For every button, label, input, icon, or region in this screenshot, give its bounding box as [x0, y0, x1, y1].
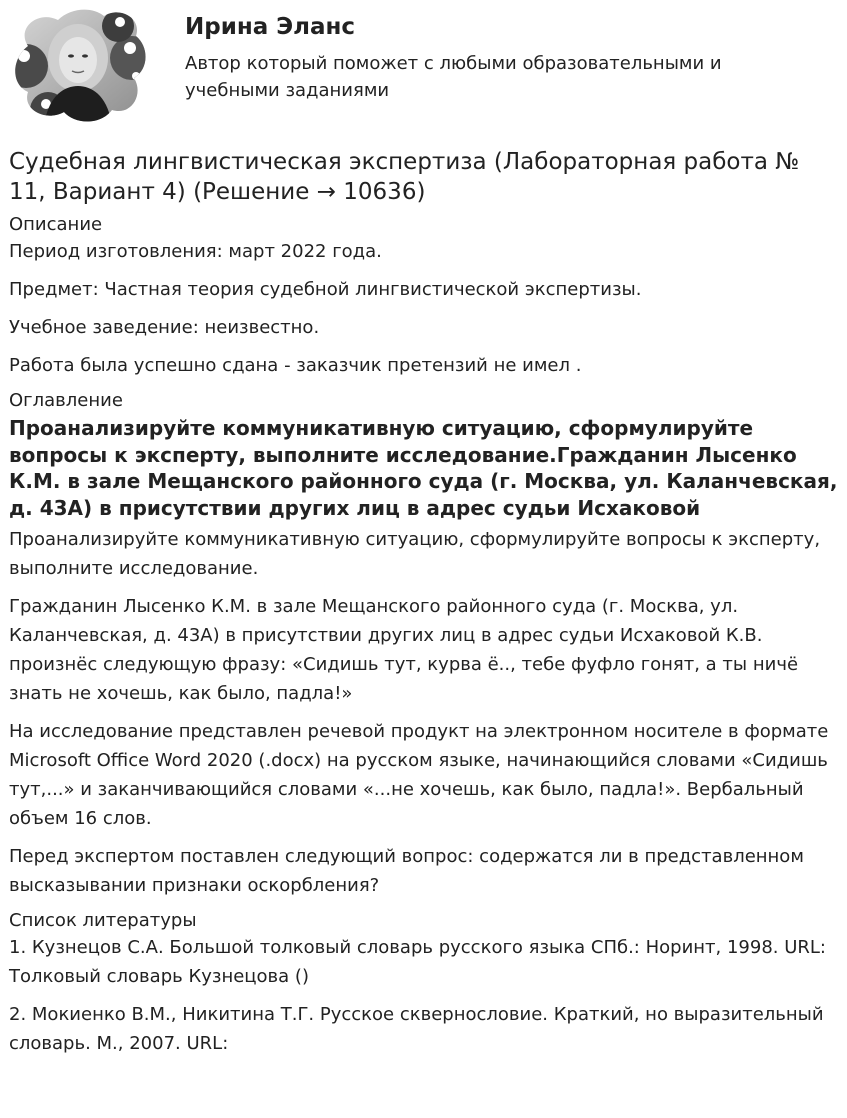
toc-paragraph: Гражданин Лысенко К.М. в зале Мещанского районного суда (г. Москва, ул. Каланчевская, д. 43А) в присутствии других лиц в адрес судьи Исхаковой К.В. произнёс следующую фразу: «Сидишь тут, курва ё.., тебе фуфло гонят, а ты ничё знать не хочешь, как было, падла!»: [9, 596, 799, 704]
description-label: Описание: [9, 214, 103, 235]
toc-paragraph: Проанализируйте коммуникативную ситуацию, сформулируйте вопросы к эксперту, выполните исследование.: [9, 529, 821, 579]
author-avatar: [8, 6, 150, 126]
toc-paragraph: Перед экспертом поставлен следующий вопрос: содержатся ли в представленном высказывании признаки оскорбления?: [9, 846, 804, 896]
literature-label: Список литературы: [9, 910, 197, 931]
document-content: [9, 147, 839, 1067]
work-title: Судебная лингвистическая экспертиза (Лабораторная работа № 11, Вариант 4) (Решение → 10636): [9, 149, 800, 205]
toc-paragraph: На исследование представлен речевой продукт на электронном носителе в формате Microsoft Office Word 2020 (.docx) на русском языке, начинающийся словами «Сидишь тут,...» и заканчивающийся словами «...не хочешь, как было, падла!». Вербальный объем 16 слов.: [9, 721, 829, 829]
description-period: Период изготовления: март 2022 года.: [9, 241, 382, 262]
toc-heading: Проанализируйте коммуникативную ситуацию, сформулируйте вопросы к эксперту, выполните исследование.Гражданин Лысенко К.М. в зале Мещанского районного суда (г. Москва, ул. Каланчевская, д. 43А) в присутствии других лиц в адрес судьи Исхаковой: [9, 416, 838, 520]
description-result: Работа была успешно сдана - заказчик претензий не имел .: [9, 355, 582, 376]
author-name: Ирина Эланс: [185, 14, 356, 40]
description-subject: Предмет: Частная теория судебной лингвистической экспертизы.: [9, 279, 642, 300]
literature-item: 2. Мокиенко В.М., Никитина Т.Г. Русское сквернословие. Краткий, но выразительный словарь. М., 2007. URL:: [9, 1004, 824, 1054]
author-description: Автор который поможет с любыми образовательными и учебными заданиями: [185, 53, 722, 101]
author-photo-avatar-icon: [8, 6, 150, 126]
toc-label: Оглавление: [9, 390, 123, 411]
literature-item: 1. Кузнецов С.А. Большой толковый словарь русского языка СПб.: Норинт, 1998. URL: Толковый словарь Кузнецова (): [9, 937, 826, 987]
description-institution: Учебное заведение: неизвестно.: [9, 317, 320, 338]
author-header: [0, 0, 847, 130]
